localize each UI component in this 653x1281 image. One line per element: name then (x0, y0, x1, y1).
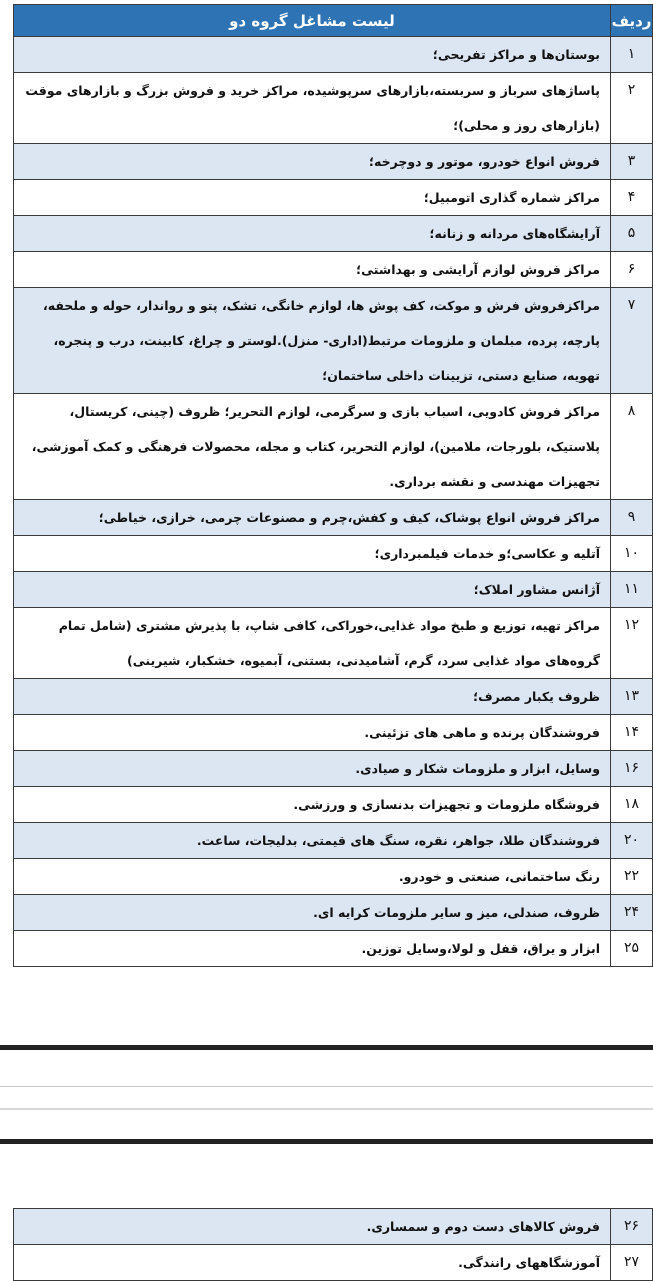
table-row (14, 787, 653, 823)
row-job-description: آرایشگاه‌های مردانه و زنانه؛ (14, 216, 611, 252)
row-number: ۱۴ (611, 715, 653, 751)
table-row (14, 144, 653, 180)
table-header-row (14, 5, 653, 37)
row-number: ۷ (611, 288, 653, 394)
row-job-description: رنگ ساختمانی، صنعتی و خودرو. (14, 859, 611, 895)
row-number: ۱ (611, 37, 653, 73)
row-job-description: فروشندگان طلا، جواهر، نقره، سنگ های قیمتی، بدلیجات، ساعت. (14, 823, 611, 859)
table-row (14, 859, 653, 895)
row-number: ۴ (611, 180, 653, 216)
row-number: ۱۸ (611, 787, 653, 823)
row-job-description: مراکز تهیه، توزیع و طبخ مواد غذایی،خوراکی، کافی شاپ، با پذیرش مشتری (شامل تمام گروه‌های مواد غذایی سرد، گرم، آشامیدنی، بستنی، آبمیوه، خشکبار، شیرینی) (14, 608, 611, 679)
row-number: ۳ (611, 144, 653, 180)
row-job-description: ابزار و یراق، قفل و لولا،وسایل توزین. (14, 931, 611, 967)
row-job-description: پاساژهای سرباز و سربسته،بازارهای سرپوشیده، مراکز خرید و فروش بزرگ و بازارهای موقت (بازارهای روز و محلی)؛ (14, 73, 611, 144)
row-job-description: فروش انواع خودرو، موتور و دوچرخه؛ (14, 144, 611, 180)
table-row (14, 394, 653, 500)
row-job-description: ظروف یکبار مصرف؛ (14, 679, 611, 715)
row-job-description: ظروف، صندلی، میز و سایر ملزومات کرایه ای. (14, 895, 611, 931)
table-row (14, 180, 653, 216)
table-row (14, 288, 653, 394)
table-body (14, 1209, 653, 1281)
row-number: ۲۴ (611, 895, 653, 931)
page-divider (0, 1045, 653, 1050)
row-job-description: مراکزفروش فرش و موکت، کف پوش ها، لوازم خانگی، تشک، پتو و رواندار، حوله و ملحفه، پارچه، پرده، مبلمان و ملزومات مرتبط(اداری- منزل).لوستر و چراغ، کابینت، درب و پنجره، تهویه، صنایع دستی، تزیینات داخلی ساختمان؛ (14, 288, 611, 394)
row-number: ۱۶ (611, 751, 653, 787)
row-job-description: وسایل، ابزار و ملزومات شکار و صیادی. (14, 751, 611, 787)
page-divider (0, 1086, 653, 1087)
row-job-description: آژانس مشاور املاک؛ (14, 572, 611, 608)
header-row-number: ردیف (611, 5, 653, 37)
row-number: ۱۰ (611, 536, 653, 572)
row-number: ۵ (611, 216, 653, 252)
table-body (14, 37, 653, 967)
page-divider (0, 1139, 653, 1144)
row-job-description: بوستان‌ها و مراکز تفریحی؛ (14, 37, 611, 73)
row-job-description: مراکز فروش لوازم آرایشی و بهداشتی؛ (14, 252, 611, 288)
row-job-description: مراکز فروش انواع پوشاک، کیف و کفش،چرم و مصنوعات چرمی، خرازی، خیاطی؛ (14, 500, 611, 536)
row-number: ۲۲ (611, 859, 653, 895)
table-row (14, 252, 653, 288)
row-job-description: مراکز فروش کادویی، اسباب بازی و سرگرمی، لوازم التحریر؛ ظروف (چینی، کریستال، پلاستیک، بلورجات، ملامین)، لوازم التحریر، کتاب و مجله، محصولات فرهنگی و کمک آموزشی، تجهیزات مهندسی و نقشه برداری. (14, 394, 611, 500)
row-number: ۲۰ (611, 823, 653, 859)
row-number: ۲۷ (611, 1245, 653, 1281)
jobs-table-continued (13, 1208, 653, 1281)
row-job-description: فروشگاه ملزومات و تجهیزات بدنسازی و ورزشی. (14, 787, 611, 823)
table-row (14, 715, 653, 751)
table-row (14, 895, 653, 931)
row-number: ۶ (611, 252, 653, 288)
table-row (14, 1209, 653, 1245)
table-row (14, 608, 653, 679)
header-title: لیست مشاغل گروه دو (14, 5, 611, 37)
row-number: ۲ (611, 73, 653, 144)
row-job-description: فروش کالاهای دست دوم و سمساری. (14, 1209, 611, 1245)
row-number: ۸ (611, 394, 653, 500)
table-row (14, 823, 653, 859)
table-row (14, 751, 653, 787)
row-job-description: آموزشگاههای رانندگی. (14, 1245, 611, 1281)
table-row (14, 536, 653, 572)
table-row (14, 500, 653, 536)
table-row (14, 931, 653, 967)
row-number: ۱۲ (611, 608, 653, 679)
page-divider (0, 1108, 653, 1110)
row-number: ۱۱ (611, 572, 653, 608)
table-row (14, 1245, 653, 1281)
row-number: ۹ (611, 500, 653, 536)
table-row (14, 216, 653, 252)
row-job-description: مراکز شماره گذاری اتومبیل؛ (14, 180, 611, 216)
row-number: ۲۶ (611, 1209, 653, 1245)
table-row (14, 37, 653, 73)
row-number: ۲۵ (611, 931, 653, 967)
row-job-description: فروشندگان پرنده و ماهی های تزئینی. (14, 715, 611, 751)
table-row (14, 679, 653, 715)
table-row (14, 572, 653, 608)
row-job-description: آتلیه و عکاسی؛و خدمات فیلمبرداری؛ (14, 536, 611, 572)
table-row (14, 73, 653, 144)
row-number: ۱۳ (611, 679, 653, 715)
jobs-table (13, 4, 653, 967)
